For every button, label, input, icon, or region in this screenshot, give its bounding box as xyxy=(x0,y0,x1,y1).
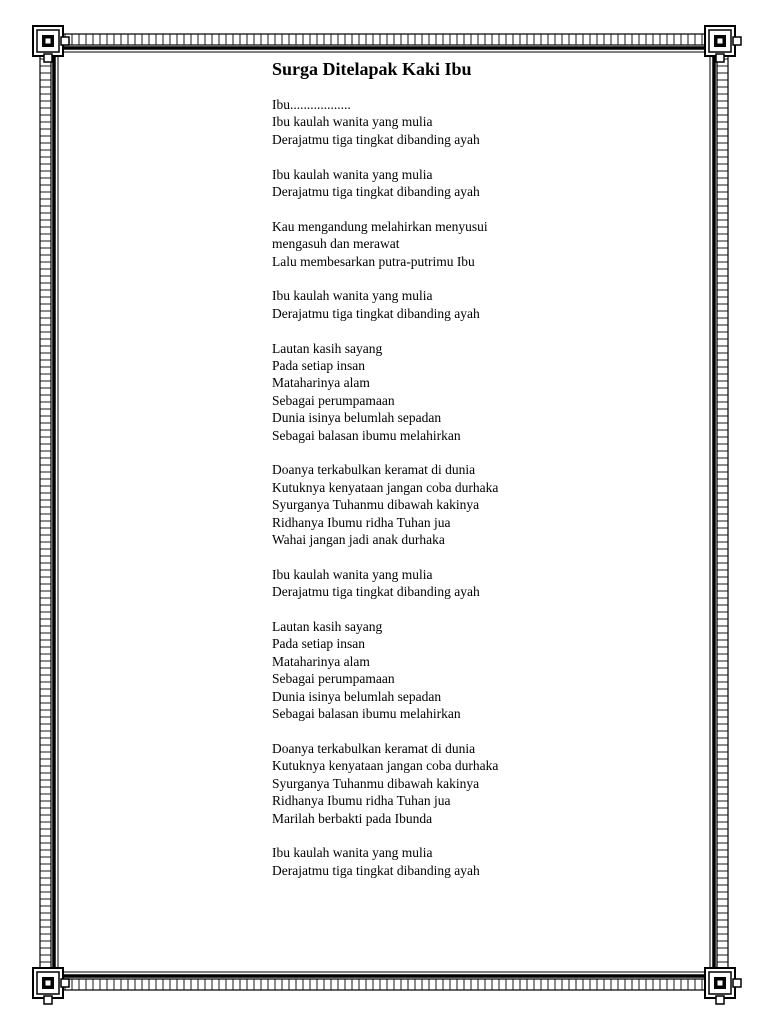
poem-line: Derajatmu tiga tingkat dibanding ayah xyxy=(272,184,480,200)
poem-line: Lautan kasih sayang xyxy=(272,340,383,356)
poem-line: Lalu membesarkan putra-putrimu Ibu xyxy=(272,253,475,269)
poem-line: Syurganya Tuhanmu dibawah kakinya xyxy=(272,775,480,791)
poem-line: Dunia isinya belumlah sepadan xyxy=(272,410,442,426)
poem-line: Ibu kaulah wanita yang mulia xyxy=(272,114,433,130)
poem-body xyxy=(272,96,692,879)
stanza xyxy=(272,740,692,827)
poem-line: Sebagai balasan ibumu melahirkan xyxy=(272,427,461,443)
poem-line: Derajatmu tiga tingkat dibanding ayah xyxy=(272,131,480,147)
poem-line: Doanya terkabulkan keramat di dunia xyxy=(272,740,476,756)
stanza xyxy=(272,618,692,722)
poem-line: Kau mengandung melahirkan menyusui xyxy=(272,218,488,234)
border-left-band xyxy=(40,34,51,990)
poem-line: Syurganya Tuhanmu dibawah kakinya xyxy=(272,497,480,513)
stanza xyxy=(272,287,692,322)
poem-line: Kutuknya kenyataan jangan coba durhaka xyxy=(272,758,499,774)
poem-line: Derajatmu tiga tingkat dibanding ayah xyxy=(272,584,480,600)
poem xyxy=(272,58,692,897)
poem-line: Ibu kaulah wanita yang mulia xyxy=(272,566,433,582)
stanza xyxy=(272,461,692,548)
poem-line: Sebagai perumpamaan xyxy=(272,671,395,687)
stanza xyxy=(272,340,692,444)
poem-line: Kutuknya kenyataan jangan coba durhaka xyxy=(272,479,499,495)
poem-title: Surga Ditelapak Kaki Ibu xyxy=(272,59,472,79)
poem-line: Ridhanya Ibumu ridha Tuhan jua xyxy=(272,514,451,530)
stanza xyxy=(272,844,692,879)
stanza xyxy=(272,218,692,270)
poem-line: Mataharinya alam xyxy=(272,653,370,669)
poem-line: Derajatmu tiga tingkat dibanding ayah xyxy=(272,305,480,321)
stanza xyxy=(272,166,692,201)
poem-line: Ibu kaulah wanita yang mulia xyxy=(272,288,433,304)
poem-line: Ridhanya Ibumu ridha Tuhan jua xyxy=(272,793,451,809)
poem-line: Doanya terkabulkan keramat di dunia xyxy=(272,462,476,478)
stanza xyxy=(272,96,692,148)
poem-line: mengasuh dan merawat xyxy=(272,236,400,252)
poem-line: Ibu.................. xyxy=(272,97,351,112)
poem-line: Pada setiap insan xyxy=(272,358,365,374)
poem-line: Pada setiap insan xyxy=(272,636,365,652)
poem-line: Mataharinya alam xyxy=(272,375,370,391)
poem-line: Derajatmu tiga tingkat dibanding ayah xyxy=(272,862,480,878)
poem-line: Marilah berbakti pada Ibunda xyxy=(272,810,433,826)
poem-line: Dunia isinya belumlah sepadan xyxy=(272,688,442,704)
poem-line: Sebagai balasan ibumu melahirkan xyxy=(272,706,461,722)
poem-line: Sebagai perumpamaan xyxy=(272,392,395,408)
poem-line: Ibu kaulah wanita yang mulia xyxy=(272,166,433,182)
stanza xyxy=(272,566,692,601)
poem-line: Ibu kaulah wanita yang mulia xyxy=(272,845,433,861)
poem-line: Wahai jangan jadi anak durhaka xyxy=(272,532,445,548)
poem-line: Lautan kasih sayang xyxy=(272,619,383,635)
border-right-band xyxy=(717,34,728,990)
